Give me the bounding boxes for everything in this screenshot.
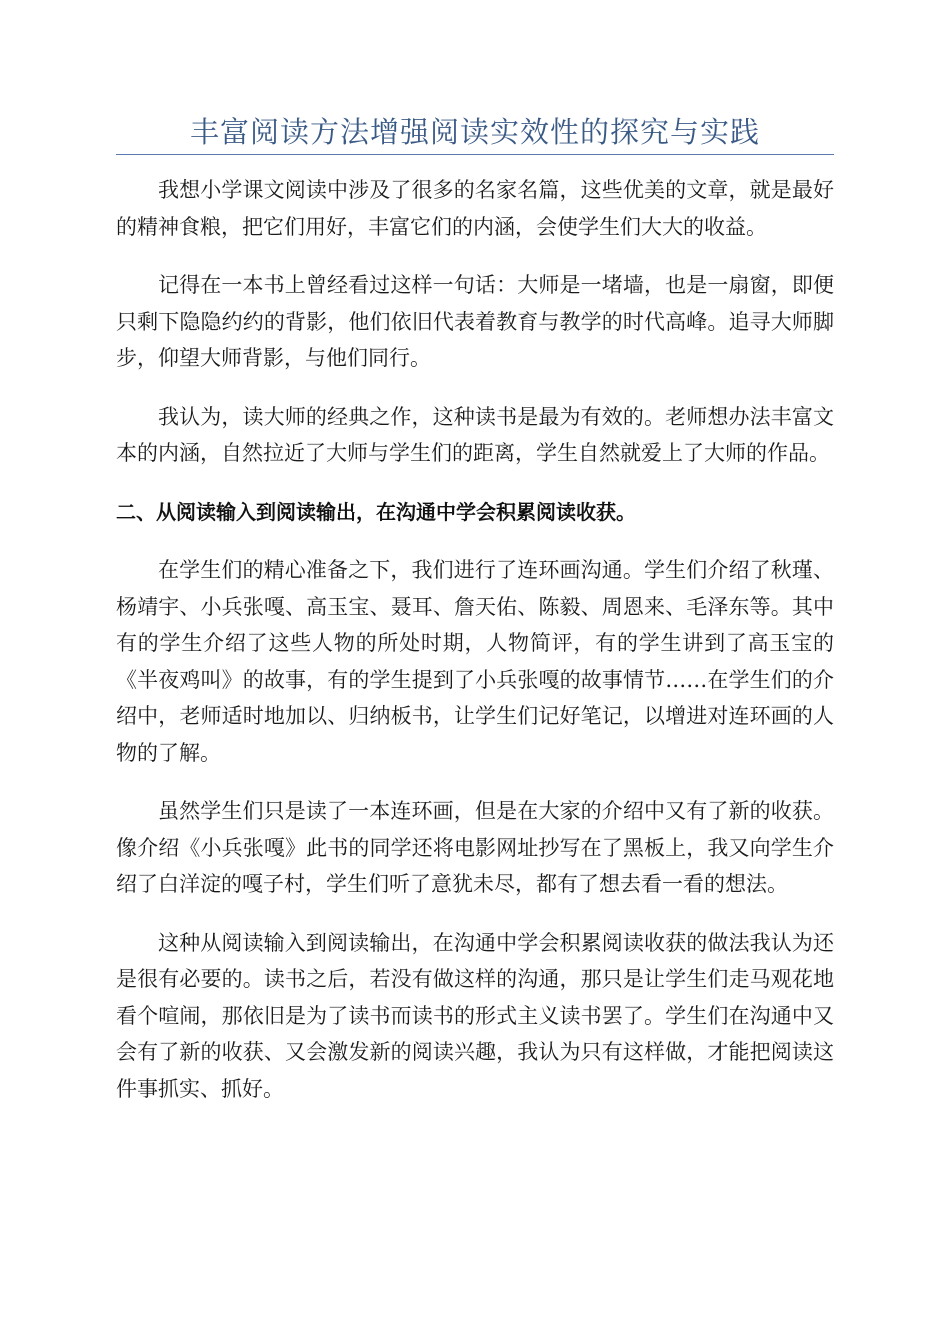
title-underline (116, 154, 834, 155)
document-title: 丰富阅读方法增强阅读实效性的探究与实践 (189, 115, 760, 149)
paragraph-4: 在学生们的精心准备之下，我们进行了连环画沟通。学生们介绍了秋瑾、杨靖宇、小兵张嘎、高玉宝、聂耳、詹天佑、陈毅、周恩来、毛泽东等。其中有的学生介绍了这些人物的所处时期，人物简评，有的学生讲到了高玉宝的《半夜鸡叫》的故事，有的学生提到了小兵张嘎的故事情节……在学生们的介绍中，老师适时地加以、归纳板书，让学生们记好笔记，以增进对连环画的人物的了解。 (116, 558, 834, 765)
paragraph-6: 这种从阅读输入到阅读输出，在沟通中学会积累阅读收获的做法我认为还是很有必要的。读书之后，若没有做这样的沟通，那只是让学生们走马观花地看个喧闹，那依旧是为了读书而读书的形式主义读书罢了。学生们在沟通中又会有了新的收获、又会激发新的阅读兴趣，我认为只有这样做，才能把阅读这件事抓实、抓好。 (116, 930, 834, 1101)
paragraph-5: 虽然学生们只是读了一本连环画，但是在大家的介绍中又有了新的收获。像介绍《小兵张嘎》此书的同学还将电影网址抄写在了黑板上，我又向学生介绍了白洋淀的嘎子村，学生们听了意犹未尽，都有了想去看一看的想法。 (116, 799, 834, 896)
section-heading: 二、从阅读输入到阅读输出，在沟通中学会积累阅读收获。 (116, 499, 636, 524)
paragraph-3: 我认为，读大师的经典之作，这种读书是最为有效的。老师想办法丰富文本的内涵，自然拉近了大师与学生们的距离，学生自然就爱上了大师的作品。 (116, 404, 834, 465)
paragraph-1: 我想小学课文阅读中涉及了很多的名家名篇，这些优美的文章，就是最好的精神食粮，把它们用好，丰富它们的内涵，会使学生们大大的收益。 (116, 178, 834, 239)
paragraph-2: 记得在一本书上曾经看过这样一句话：大师是一堵墙，也是一扇窗，即便只剩下隐隐约约的背影，他们依旧代表着教育与教学的时代高峰。追寻大师脚步，仰望大师背影，与他们同行。 (116, 273, 834, 370)
document-body (116, 172, 834, 1129)
